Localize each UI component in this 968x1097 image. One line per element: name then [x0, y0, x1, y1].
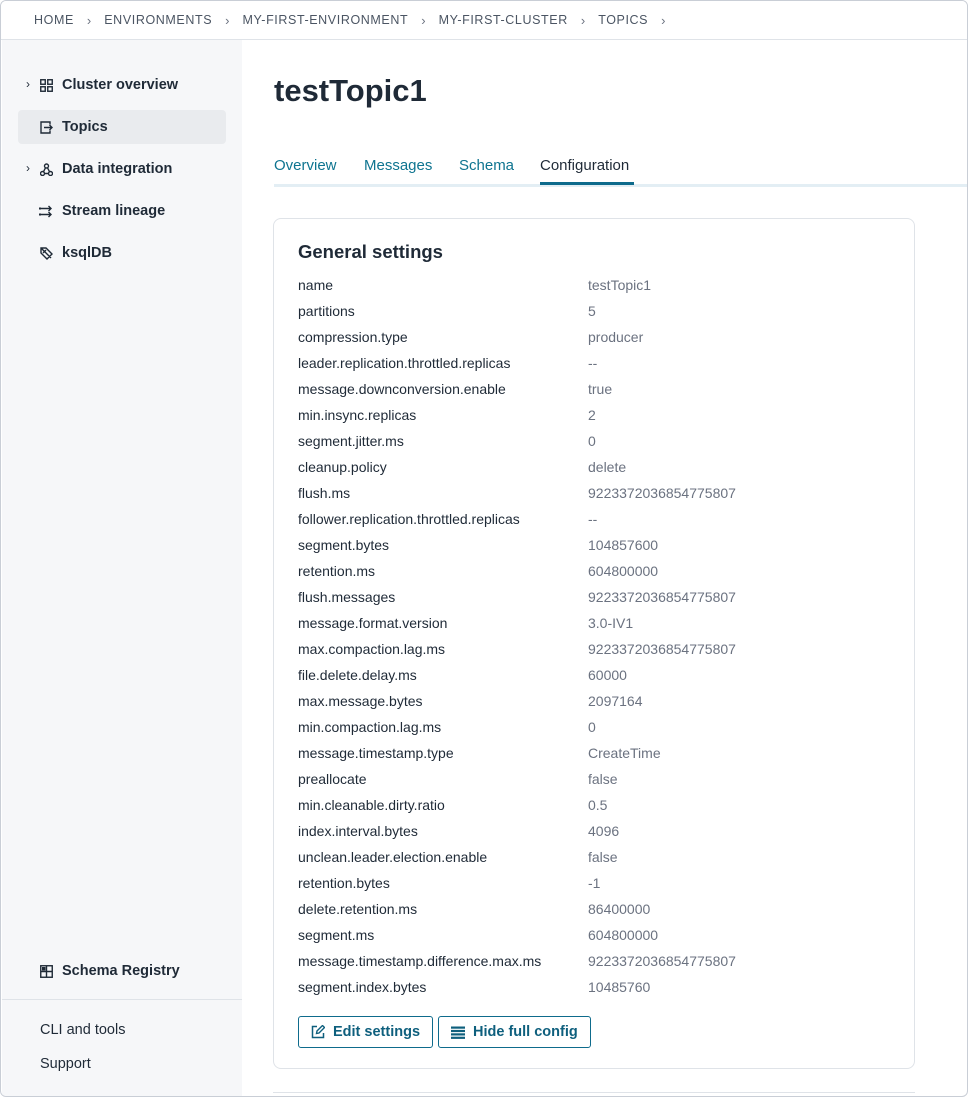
sidebar-item-label: Cluster overview	[62, 77, 179, 93]
setting-value: 5	[588, 303, 596, 319]
setting-row	[298, 667, 898, 693]
ksqldb-icon	[38, 245, 54, 261]
setting-key: compression.type	[298, 329, 408, 345]
setting-value: 0.5	[588, 797, 608, 813]
setting-row	[298, 901, 898, 927]
setting-row	[298, 771, 898, 797]
setting-value: delete	[588, 459, 627, 475]
setting-row	[298, 953, 898, 979]
hide-full-config-button[interactable]	[438, 1016, 591, 1048]
active-tab-indicator	[540, 182, 634, 185]
setting-key: file.delete.delay.ms	[298, 667, 417, 683]
general-settings-card	[273, 218, 915, 1069]
setting-value: 86400000	[588, 901, 651, 917]
setting-key: leader.replication.throttled.replicas	[298, 355, 511, 371]
setting-value: 9223372036854775807	[588, 953, 736, 969]
list-icon	[451, 1025, 465, 1039]
setting-row	[298, 485, 898, 511]
setting-value: 104857600	[588, 537, 659, 553]
setting-value: --	[588, 355, 598, 371]
setting-key: flush.ms	[298, 485, 351, 501]
setting-row	[298, 511, 898, 537]
setting-value: 604800000	[588, 927, 659, 943]
setting-value: 9223372036854775807	[588, 485, 736, 501]
sidebar-item-stream-lineage[interactable]	[18, 194, 226, 228]
setting-key: max.message.bytes	[298, 693, 423, 709]
setting-row	[298, 329, 898, 355]
setting-key: min.insync.replicas	[298, 407, 417, 423]
breadcrumb-home[interactable]: HOME	[34, 13, 74, 27]
chevron-right-icon[interactable]: ›	[26, 161, 30, 175]
setting-key: unclean.leader.election.enable	[298, 849, 488, 865]
sidebar-item-topics[interactable]	[18, 110, 226, 144]
setting-value: 3.0-IV1	[588, 615, 634, 631]
tab-configuration[interactable]: Configuration	[540, 157, 630, 174]
tab-bar	[274, 151, 968, 187]
setting-key: cleanup.policy	[298, 459, 387, 475]
setting-key: index.interval.bytes	[298, 823, 418, 839]
setting-row	[298, 849, 898, 875]
setting-row	[298, 381, 898, 407]
sidebar-item-label: Topics	[62, 119, 108, 135]
setting-key: max.compaction.lag.ms	[298, 641, 446, 657]
chevron-right-icon: ›	[421, 12, 426, 28]
setting-key: min.compaction.lag.ms	[298, 719, 442, 735]
breadcrumb-environments[interactable]: ENVIRONMENTS	[104, 13, 213, 27]
setting-value: 2097164	[588, 693, 643, 709]
chevron-right-icon[interactable]: ›	[26, 77, 30, 91]
connector-icon	[38, 161, 54, 177]
edit-icon	[311, 1025, 325, 1039]
setting-row	[298, 693, 898, 719]
sidebar-item-schema-registry[interactable]	[18, 954, 226, 988]
setting-key: segment.bytes	[298, 537, 390, 553]
support-link[interactable]: Support	[40, 1056, 91, 1072]
setting-value: 9223372036854775807	[588, 641, 736, 657]
setting-key: segment.index.bytes	[298, 979, 427, 995]
setting-value: CreateTime	[588, 745, 661, 761]
setting-value: true	[588, 381, 613, 397]
setting-value: producer	[588, 329, 644, 345]
edit-settings-button[interactable]	[298, 1016, 433, 1048]
edit-settings-label: Edit settings	[333, 1024, 421, 1040]
setting-value: -1	[588, 875, 601, 891]
lineage-icon	[38, 203, 54, 219]
setting-key: preallocate	[298, 771, 367, 787]
page-title: testTopic1	[274, 73, 427, 108]
setting-value: 4096	[588, 823, 620, 839]
setting-key: delete.retention.ms	[298, 901, 418, 917]
chevron-right-icon: ›	[661, 12, 666, 28]
setting-value: 60000	[588, 667, 627, 683]
setting-row	[298, 355, 898, 381]
setting-row	[298, 823, 898, 849]
setting-value: false	[588, 771, 618, 787]
sidebar-item-label: Stream lineage	[62, 203, 166, 219]
setting-key: message.timestamp.type	[298, 745, 454, 761]
sidebar-item-cluster-overview[interactable]	[18, 68, 226, 102]
grid-icon	[38, 77, 54, 93]
setting-key: segment.jitter.ms	[298, 433, 404, 449]
setting-key: name	[298, 277, 334, 293]
setting-row	[298, 563, 898, 589]
breadcrumb-environment[interactable]: MY-FIRST-ENVIRONMENT	[242, 13, 409, 27]
setting-row	[298, 459, 898, 485]
setting-row	[298, 927, 898, 953]
setting-value: testTopic1	[588, 277, 652, 293]
sidebar-item-data-integration[interactable]	[18, 152, 226, 186]
setting-row	[298, 745, 898, 771]
setting-key: retention.bytes	[298, 875, 390, 891]
setting-value: 9223372036854775807	[588, 589, 736, 605]
topic-icon	[38, 119, 54, 135]
sidebar-item-label: ksqlDB	[62, 245, 112, 261]
setting-row	[298, 979, 898, 1005]
setting-key: follower.replication.throttled.replicas	[298, 511, 520, 527]
setting-key: message.format.version	[298, 615, 448, 631]
schema-registry-icon	[38, 963, 54, 979]
cli-and-tools-link[interactable]: CLI and tools	[40, 1022, 126, 1038]
setting-key: min.cleanable.dirty.ratio	[298, 797, 445, 813]
setting-value: 0	[588, 719, 596, 735]
setting-value: 0	[588, 433, 596, 449]
setting-value: --	[588, 511, 598, 527]
setting-row	[298, 875, 898, 901]
setting-row	[298, 433, 898, 459]
setting-row	[298, 797, 898, 823]
setting-row	[298, 407, 898, 433]
setting-value: false	[588, 849, 618, 865]
setting-row	[298, 537, 898, 563]
tab-messages[interactable]: Messages	[364, 157, 433, 174]
sidebar-item-label: Schema Registry	[62, 963, 180, 979]
setting-key: partitions	[298, 303, 355, 319]
card-title: General settings	[298, 241, 443, 262]
breadcrumb	[1, 1, 968, 40]
setting-key: message.downconversion.enable	[298, 381, 506, 397]
setting-row	[298, 615, 898, 641]
setting-row	[298, 641, 898, 667]
tab-schema[interactable]: Schema	[459, 157, 515, 174]
setting-row	[298, 719, 898, 745]
chevron-right-icon: ›	[580, 12, 586, 28]
sidebar-divider	[2, 999, 242, 1000]
setting-key: retention.ms	[298, 563, 376, 579]
chevron-right-icon: ›	[225, 12, 230, 28]
setting-key: flush.messages	[298, 589, 396, 605]
breadcrumb-cluster[interactable]: MY-FIRST-CLUSTER	[438, 13, 568, 27]
setting-row	[298, 303, 898, 329]
breadcrumb-topics[interactable]: TOPICS	[598, 13, 649, 27]
setting-key: message.timestamp.difference.max.ms	[298, 953, 542, 969]
setting-row	[298, 277, 898, 303]
sidebar-item-label: Data integration	[62, 161, 173, 177]
setting-row	[298, 589, 898, 615]
sidebar-item-ksqldb[interactable]	[18, 236, 226, 270]
setting-value: 10485760	[588, 979, 651, 995]
setting-value: 604800000	[588, 563, 659, 579]
setting-key: segment.ms	[298, 927, 375, 943]
section-divider	[273, 1092, 915, 1093]
hide-full-config-label: Hide full config	[473, 1024, 578, 1040]
chevron-right-icon: ›	[86, 12, 92, 28]
tab-overview[interactable]: Overview	[274, 157, 337, 174]
setting-value: 2	[588, 407, 596, 423]
sidebar	[2, 40, 242, 1097]
